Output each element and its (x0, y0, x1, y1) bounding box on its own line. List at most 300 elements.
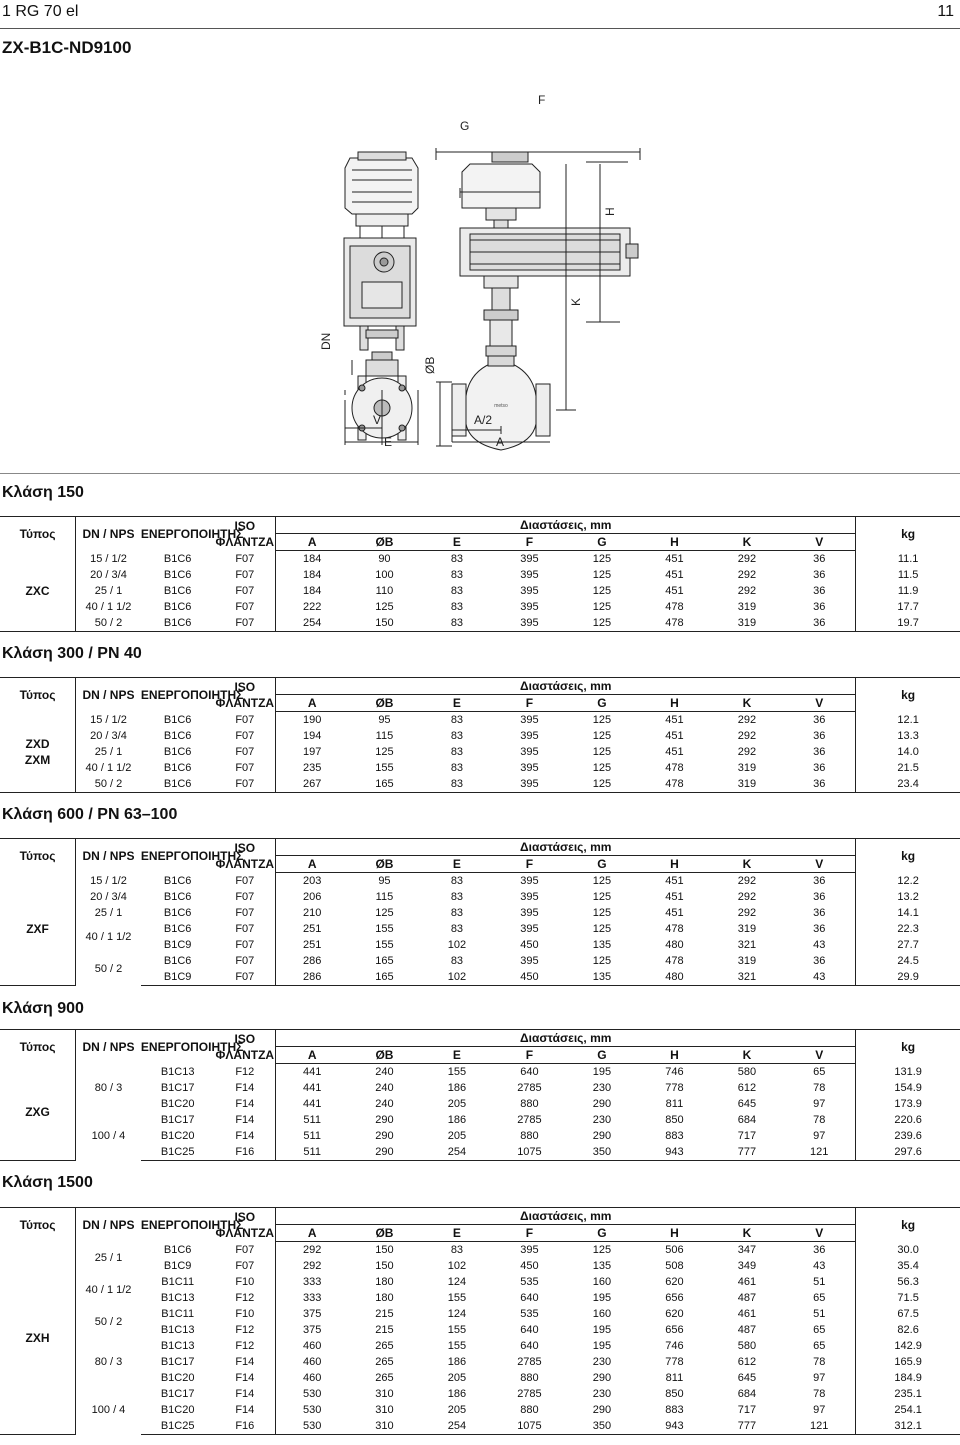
dim-cell: 160 (592, 1276, 612, 1288)
dim-cell: 310 (348, 1418, 421, 1435)
dim-cell: 36 (783, 712, 856, 729)
col-header-dn: DN / NPS (76, 1030, 141, 1064)
dim-label-v: V (373, 413, 382, 427)
dim-cell: 880 (520, 1372, 539, 1384)
col-header-dim: V (783, 1225, 856, 1242)
dim-cell: 203 (303, 875, 322, 887)
dim-cell: 135 (592, 1260, 612, 1272)
dim-cell: 530 (303, 1388, 322, 1400)
dim-cell: 125 (592, 762, 612, 774)
dn-cell: 100 / 4 (91, 1404, 126, 1417)
header-rule (0, 28, 960, 29)
dim-cell: 121 (783, 1418, 856, 1435)
col-header-iso-flange (214, 678, 275, 712)
dim-cell: 451 (665, 553, 684, 565)
dim-cell: 511 (303, 1130, 321, 1142)
dim-cell: 265 (375, 1372, 394, 1384)
kg-cell: 24.5 (897, 955, 919, 967)
dim-cell: 125 (592, 891, 612, 903)
actuator-cell: B1C6 (163, 746, 192, 758)
dim-cell: 121 (783, 1144, 856, 1161)
table-row (0, 953, 960, 969)
dim-cell: 125 (592, 907, 612, 919)
dim-cell: 78 (783, 1386, 856, 1402)
table-row (0, 889, 960, 905)
dim-cell: 155 (447, 1292, 467, 1304)
dim-cell: 110 (375, 585, 394, 597)
dim-cell: 480 (638, 969, 711, 986)
dim-label-ob: ØB (423, 356, 437, 374)
dim-cell: 83 (450, 746, 464, 758)
dim-cell: 124 (447, 1276, 467, 1288)
col-header-actuator: ΕΝΕΡΓΟΠΟΙΗΤΗΣ (141, 517, 215, 551)
dim-cell: 478 (665, 955, 684, 967)
dim-cell: 83 (450, 891, 464, 903)
dim-cell: 186 (447, 1114, 467, 1126)
dim-cell: 487 (737, 1324, 757, 1336)
dim-cell: 100 (375, 569, 394, 581)
dim-cell: 530 (303, 1404, 322, 1416)
kg-cell: 67.5 (897, 1308, 919, 1320)
dn-cell: 50 / 2 (76, 615, 141, 632)
dim-cell: 150 (348, 615, 421, 632)
iso-cell: F07 (214, 744, 275, 760)
dim-cell: 210 (303, 907, 322, 919)
dim-cell: 180 (375, 1292, 394, 1304)
actuator-cell: B1C6 (163, 730, 192, 742)
dim-cell: 186 (447, 1388, 467, 1400)
dim-cell: 778 (665, 1082, 684, 1094)
iso-cell: F14 (214, 1370, 275, 1386)
dim-cell: 441 (303, 1066, 322, 1078)
col-header-dim: E (421, 695, 494, 712)
table-row (0, 551, 960, 568)
table-row (0, 921, 960, 937)
table-row (0, 905, 960, 921)
dim-cell: 395 (520, 1244, 539, 1256)
col-header-actuator: ΕΝΕΡΓΟΠΟΙΗΤΗΣ (141, 678, 215, 712)
dim-cell: 36 (783, 776, 856, 793)
col-header-dim: G (566, 534, 639, 551)
iso-cell: F07 (214, 712, 275, 729)
dim-label-f: F (538, 93, 546, 107)
dim-cell: 777 (711, 1418, 784, 1435)
dim-cell: 292 (737, 730, 757, 742)
dim-cell: 97 (783, 1096, 856, 1112)
dim-cell: 461 (737, 1276, 757, 1288)
actuator-cell: B1C20 (160, 1372, 195, 1384)
dim-cell: 656 (665, 1292, 684, 1304)
kg-cell: 184.9 (894, 1372, 922, 1384)
dim-cell: 450 (493, 969, 566, 986)
dim-cell: 251 (303, 939, 322, 951)
dim-cell: 530 (276, 1418, 349, 1435)
table-row (0, 873, 960, 890)
kg-cell: 12.2 (897, 874, 919, 887)
dim-cell: 508 (665, 1260, 684, 1272)
kg-cell: 235.1 (894, 1388, 922, 1400)
dim-cell: 125 (375, 601, 394, 613)
dim-cell: 880 (520, 1098, 539, 1110)
dimension-table (0, 516, 960, 632)
dn-cell: 40 / 1 1/2 (85, 762, 132, 774)
table-row (0, 712, 960, 729)
col-header-dim: G (566, 1225, 639, 1242)
dim-cell: 319 (711, 615, 784, 632)
dim-cell: 640 (520, 1340, 539, 1352)
col-header-kg: kg (856, 1208, 960, 1242)
dim-cell: 51 (783, 1274, 856, 1290)
table-row (0, 567, 960, 583)
col-header-iso: ISO (234, 679, 256, 694)
table-row (0, 1370, 960, 1386)
dim-cell: 310 (375, 1404, 394, 1416)
type-cell: ZXH (0, 1242, 76, 1435)
class-title: Κλάση 150 (2, 484, 84, 501)
col-header-type: Τύπος (0, 1208, 76, 1242)
col-header-type: Τύπος (0, 678, 76, 712)
dim-cell: 290 (592, 1098, 612, 1110)
dim-cell: 195 (592, 1340, 612, 1352)
dim-cell: 292 (737, 553, 757, 565)
dim-cell: 640 (520, 1066, 539, 1078)
dn-cell: 15 / 1/2 (90, 713, 127, 726)
iso-cell: F07 (214, 760, 275, 776)
dim-cell: 292 (737, 875, 757, 887)
dim-label-e: E (384, 435, 393, 449)
dn-cell: 20 / 3/4 (90, 730, 127, 742)
dim-cell: 43 (783, 937, 856, 953)
iso-cell: F07 (214, 937, 275, 953)
dim-cell: 186 (447, 1356, 467, 1368)
kg-cell: 131.9 (894, 1065, 922, 1078)
actuator-cell: B1C6 (163, 762, 192, 774)
dim-cell: 395 (520, 746, 539, 758)
dn-cell: 40 / 1 1/2 (85, 931, 132, 943)
dim-cell: 321 (737, 939, 757, 951)
col-header-dim: K (711, 1047, 784, 1064)
kg-cell: 14.1 (897, 907, 919, 919)
kg-cell: 142.9 (894, 1340, 922, 1352)
actuator-cell: B1C17 (160, 1114, 195, 1126)
dim-cell: 286 (276, 969, 349, 986)
table-row (0, 1064, 960, 1081)
col-header-dim: E (421, 856, 494, 873)
dn-cell: 15 / 1/2 (90, 552, 127, 565)
dim-cell: 645 (737, 1098, 757, 1110)
table-row (0, 583, 960, 599)
dim-cell: 125 (592, 585, 612, 597)
document-code: 1 RG 70 el (2, 3, 79, 20)
actuator-cell: B1C9 (141, 969, 215, 986)
dim-cell: 2785 (517, 1114, 542, 1126)
dn-cell: 25 / 1 (94, 585, 123, 597)
col-header-type: Τύπος (0, 517, 76, 551)
dim-cell: 235 (303, 762, 322, 774)
kg-cell: 27.7 (897, 939, 919, 951)
class-title: Κλάση 1500 (2, 1174, 93, 1191)
dim-cell: 36 (783, 599, 856, 615)
dim-cell: 451 (665, 585, 684, 597)
col-header-iso: ISO (234, 840, 256, 855)
dim-cell: 395 (520, 875, 539, 887)
iso-cell: F07 (214, 583, 275, 599)
dim-cell: 811 (665, 1098, 684, 1110)
dim-cell: 310 (375, 1388, 394, 1400)
dim-cell: 321 (711, 969, 784, 986)
table-row (0, 728, 960, 744)
col-header-dim: ØB (348, 856, 421, 873)
kg-cell: 297.6 (856, 1144, 960, 1161)
dim-cell: 777 (711, 1144, 784, 1161)
dim-cell: 36 (783, 583, 856, 599)
dim-cell: 205 (447, 1098, 467, 1110)
actuator-cell: B1C6 (163, 907, 192, 919)
table-row (0, 1242, 960, 1259)
dim-cell: 395 (520, 553, 539, 565)
table-row (0, 1144, 960, 1161)
dim-cell: 292 (737, 569, 757, 581)
col-header-iso-flange (214, 1208, 275, 1242)
col-header-dim: K (711, 534, 784, 551)
iso-cell: F14 (214, 1112, 275, 1128)
dim-cell: 186 (447, 1082, 467, 1094)
kg-cell: 239.6 (894, 1130, 922, 1142)
dim-cell: 292 (303, 1244, 322, 1256)
dimension-table (0, 1029, 960, 1161)
col-header-iso-flange (214, 839, 275, 873)
kg-cell: 11.5 (897, 569, 919, 581)
dim-cell: 83 (450, 569, 464, 581)
dim-cell: 36 (783, 567, 856, 583)
dim-cell: 36 (783, 905, 856, 921)
dim-label-h: H (603, 207, 617, 216)
dim-cell: 165 (348, 969, 421, 986)
dim-label-a-half: A/2 (474, 413, 493, 427)
table-row (0, 1274, 960, 1290)
col-header-dim: V (783, 856, 856, 873)
dim-cell: 451 (665, 746, 684, 758)
iso-cell: F07 (214, 921, 275, 937)
dim-cell: 155 (447, 1324, 467, 1336)
dim-cell: 184 (303, 585, 322, 597)
dim-cell: 395 (520, 762, 539, 774)
dim-cell: 395 (493, 615, 566, 632)
iso-cell: F10 (214, 1274, 275, 1290)
kg-cell: 13.3 (897, 730, 919, 742)
col-header-kg: kg (856, 517, 960, 551)
dim-cell: 656 (665, 1324, 684, 1336)
actuator-cell: B1C6 (163, 585, 192, 597)
iso-cell: F12 (214, 1322, 275, 1338)
table-row (0, 615, 960, 632)
actuator-cell: B1C6 (163, 1243, 192, 1256)
dim-cell: 36 (783, 921, 856, 937)
actuator-cell: B1C6 (163, 569, 192, 581)
dim-cell: 880 (520, 1130, 539, 1142)
dim-cell: 83 (450, 601, 464, 613)
dim-cell: 240 (375, 1082, 394, 1094)
dim-cell: 150 (375, 1244, 394, 1256)
dim-cell: 395 (520, 955, 539, 967)
kg-cell: 13.2 (897, 891, 919, 903)
dim-cell: 511 (276, 1144, 349, 1161)
dim-cell: 395 (520, 907, 539, 919)
actuator-cell: B1C6 (163, 713, 192, 726)
iso-cell: F07 (214, 953, 275, 969)
dim-cell: 580 (737, 1340, 757, 1352)
dim-cell: 125 (592, 746, 612, 758)
iso-cell: F07 (214, 567, 275, 583)
dim-cell: 290 (348, 1144, 421, 1161)
dim-cell: 125 (592, 730, 612, 742)
dim-cell: 286 (303, 955, 322, 967)
dim-cell: 395 (520, 714, 539, 726)
table-row (0, 1112, 960, 1128)
actuator-cell: B1C9 (163, 939, 192, 951)
dim-cell: 102 (447, 1260, 467, 1272)
dn-cell: 40 / 1 1/2 (85, 1284, 132, 1296)
dim-cell: 460 (303, 1372, 322, 1384)
actuator-cell: B1C25 (141, 1418, 215, 1435)
col-header-dim: K (711, 695, 784, 712)
dim-cell: 97 (783, 1370, 856, 1386)
col-header-dim: V (783, 534, 856, 551)
iso-cell: F12 (214, 1064, 275, 1081)
dim-cell: 83 (450, 907, 464, 919)
dim-cell: 83 (450, 875, 464, 887)
dimension-table (0, 677, 960, 793)
actuator-cell: B1C25 (141, 1144, 215, 1161)
dim-cell: 95 (378, 714, 391, 726)
actuator-cell: B1C6 (163, 955, 192, 967)
col-header-flange: ΦΛΑΝΤΖΑ (215, 534, 275, 549)
dim-cell: 395 (520, 923, 539, 935)
col-header-dim: A (276, 695, 349, 712)
dim-cell: 319 (737, 762, 757, 774)
kg-cell: 30.0 (897, 1243, 919, 1256)
iso-cell: F14 (214, 1080, 275, 1096)
kg-cell: 312.1 (856, 1418, 960, 1435)
dim-cell: 102 (447, 939, 467, 951)
dim-cell: 395 (520, 585, 539, 597)
dim-cell: 230 (592, 1114, 612, 1126)
dim-cell: 125 (592, 601, 612, 613)
dim-cell: 478 (665, 601, 684, 613)
col-header-dim: H (638, 1225, 711, 1242)
dim-cell: 620 (665, 1276, 684, 1288)
col-header-dim: G (566, 695, 639, 712)
actuator-cell: B1C13 (160, 1340, 195, 1352)
kg-cell: 82.6 (897, 1324, 919, 1336)
dim-cell: 450 (520, 1260, 539, 1272)
type-cell: ZXC (0, 551, 76, 632)
model-title: ZX-B1C-ND9100 (2, 38, 132, 57)
dim-cell: 451 (665, 569, 684, 581)
iso-cell: F16 (214, 1418, 275, 1435)
col-header-dim: F (493, 695, 566, 712)
dim-cell: 254 (276, 615, 349, 632)
dim-cell: 461 (737, 1308, 757, 1320)
kg-cell: 220.6 (894, 1114, 922, 1126)
iso-cell: F07 (214, 1258, 275, 1274)
dim-cell: 125 (375, 907, 394, 919)
table-row (0, 1418, 960, 1435)
iso-cell: F07 (214, 905, 275, 921)
dim-cell: 195 (592, 1324, 612, 1336)
dim-cell: 65 (783, 1064, 856, 1081)
dim-cell: 36 (783, 744, 856, 760)
col-header-dim: G (566, 1047, 639, 1064)
dim-cell: 451 (665, 907, 684, 919)
dim-cell: 292 (303, 1260, 322, 1272)
col-header-dim: K (711, 856, 784, 873)
dim-cell: 65 (783, 1338, 856, 1354)
dim-cell: 451 (665, 875, 684, 887)
kg-cell: 21.5 (897, 762, 919, 774)
dim-cell: 184 (303, 553, 322, 565)
col-header-dim: E (421, 534, 494, 551)
dim-cell: 115 (375, 891, 394, 903)
dim-cell: 441 (303, 1098, 322, 1110)
dn-cell: 50 / 2 (94, 963, 123, 976)
col-header-dim: F (493, 856, 566, 873)
dn-cell: 50 / 2 (94, 1316, 123, 1328)
iso-cell: F16 (214, 1144, 275, 1161)
dim-cell: 375 (303, 1324, 322, 1336)
dim-cell: 850 (665, 1388, 684, 1400)
dim-cell: 333 (303, 1292, 322, 1304)
iso-cell: F14 (214, 1402, 275, 1418)
dim-cell: 230 (592, 1388, 612, 1400)
table-row (0, 1402, 960, 1418)
dim-cell: 215 (375, 1324, 394, 1336)
table-row (0, 1128, 960, 1144)
iso-cell: F07 (214, 873, 275, 890)
dim-cell: 265 (375, 1356, 394, 1368)
col-header-dim: V (783, 695, 856, 712)
dim-cell: 78 (783, 1080, 856, 1096)
dim-cell: 506 (665, 1244, 684, 1256)
dim-cell: 535 (520, 1308, 539, 1320)
col-header-dim: ØB (348, 1047, 421, 1064)
dim-cell: 51 (783, 1306, 856, 1322)
col-header-iso: ISO (234, 518, 256, 533)
dim-cell: 375 (303, 1308, 322, 1320)
dim-cell: 135 (566, 969, 639, 986)
col-header-dim: A (276, 856, 349, 873)
iso-cell: F10 (214, 1306, 275, 1322)
col-header-flange: ΦΛΑΝΤΖΑ (215, 856, 275, 871)
dim-cell: 478 (638, 615, 711, 632)
dim-cell: 36 (783, 551, 856, 568)
dim-cell: 83 (450, 1244, 464, 1256)
actuator-cell: B1C13 (160, 1324, 195, 1336)
dim-cell: 460 (303, 1340, 322, 1352)
actuator-cell: B1C6 (163, 601, 192, 613)
table-row (0, 937, 960, 953)
dim-cell: 254 (421, 1418, 494, 1435)
dim-cell: 43 (783, 1258, 856, 1274)
table-row (0, 760, 960, 776)
dim-cell: 125 (592, 1244, 612, 1256)
col-header-flange: ΦΛΑΝΤΖΑ (215, 695, 275, 710)
dn-cell: 20 / 3/4 (90, 569, 127, 581)
dim-cell: 395 (520, 601, 539, 613)
col-header-kg: kg (856, 678, 960, 712)
dim-cell: 180 (375, 1276, 394, 1288)
table-row (0, 1322, 960, 1338)
